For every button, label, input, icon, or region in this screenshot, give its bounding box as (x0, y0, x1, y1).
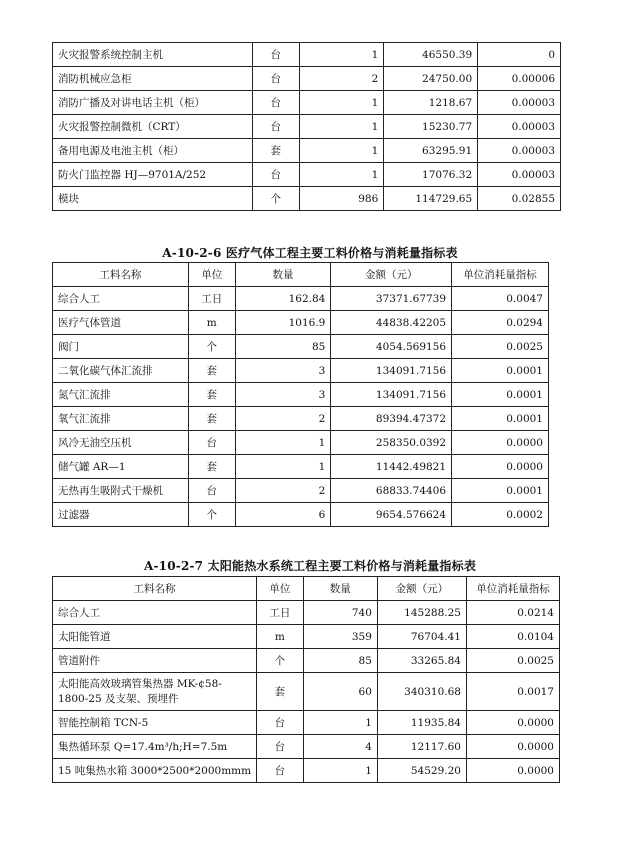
table-row (53, 359, 549, 383)
cell-item-name: 太阳能高效玻璃管集热器 MK-¢58-1800-25 及支架、预埋件 (53, 673, 257, 711)
cell-quantity: 85 (303, 649, 377, 673)
table-row (53, 431, 549, 455)
cell-amount: 63295.91 (384, 139, 478, 163)
header-item-name: 工料名称 (53, 263, 189, 287)
header-unit: 单位 (188, 263, 235, 287)
cell-amount: 17076.32 (384, 163, 478, 187)
cell-quantity: 1 (299, 139, 384, 163)
cell-item-name: 消防机械应急柜 (53, 67, 253, 91)
solar-water-table-body (53, 601, 560, 783)
cell-item-name: 火灾报警系统控制主机 (53, 43, 253, 67)
table-row (53, 649, 560, 673)
table-row (53, 311, 549, 335)
table-row (53, 287, 549, 311)
cell-item-name: 备用电源及电池主机（柜） (53, 139, 253, 163)
header-consumption-index: 单位消耗量指标 (466, 577, 559, 601)
cell-item-name: 氧气汇流排 (53, 407, 189, 431)
cell-item-name: 综合人工 (53, 601, 257, 625)
cell-amount: 114729.65 (384, 187, 478, 211)
table-row (53, 67, 561, 91)
table-row (53, 91, 561, 115)
cell-unit: 台 (257, 711, 304, 735)
cell-item-name: 火灾报警控制微机（CRT） (53, 115, 253, 139)
cell-quantity: 1 (235, 431, 331, 455)
table-row (53, 479, 549, 503)
cell-quantity: 1 (299, 43, 384, 67)
cell-consumption-index: 0.0000 (452, 455, 549, 479)
header-amount: 金额（元） (331, 263, 452, 287)
cell-consumption-index: 0.02855 (478, 187, 561, 211)
cell-amount: 9654.576624 (331, 503, 452, 527)
cell-consumption-index: 0.0001 (452, 407, 549, 431)
cell-quantity: 162.84 (235, 287, 331, 311)
header-amount: 金额（元） (377, 577, 466, 601)
cell-amount: 37371.67739 (331, 287, 452, 311)
cell-consumption-index: 0.00006 (478, 67, 561, 91)
cell-amount: 24750.00 (384, 67, 478, 91)
cell-unit: 套 (188, 359, 235, 383)
table-row (53, 163, 561, 187)
cell-unit: 套 (188, 407, 235, 431)
cell-unit: m (257, 625, 304, 649)
cell-consumption-index: 0.0002 (452, 503, 549, 527)
fire-alarm-table (52, 42, 561, 211)
header-item-name: 工料名称 (53, 577, 257, 601)
table-row (53, 187, 561, 211)
table-row (53, 43, 561, 67)
fire-alarm-table-body (53, 43, 561, 211)
cell-unit: 台 (252, 163, 299, 187)
cell-amount: 68833.74406 (331, 479, 452, 503)
table-row (53, 625, 560, 649)
cell-quantity: 60 (303, 673, 377, 711)
cell-unit: 台 (188, 431, 235, 455)
cell-quantity: 6 (235, 503, 331, 527)
cell-quantity: 1 (299, 91, 384, 115)
header-consumption-index: 单位消耗量指标 (452, 263, 549, 287)
cell-amount: 11442.49821 (331, 455, 452, 479)
solar-water-table-title: A-10-2-7 太阳能热水系统工程主要工料价格与消耗量指标表 (143, 559, 477, 573)
cell-unit: 套 (257, 673, 304, 711)
cell-quantity: 1 (299, 163, 384, 187)
table-row (53, 673, 560, 711)
cell-consumption-index: 0.0000 (466, 735, 559, 759)
cell-unit: 套 (188, 455, 235, 479)
cell-consumption-index: 0.00003 (478, 91, 561, 115)
cell-item-name: 二氧化碳气体汇流排 (53, 359, 189, 383)
cell-amount: 54529.20 (377, 759, 466, 783)
solar-water-table (52, 576, 560, 783)
cell-amount: 89394.47372 (331, 407, 452, 431)
cell-consumption-index: 0.00003 (478, 139, 561, 163)
table-row (53, 711, 560, 735)
cell-unit: 工日 (188, 287, 235, 311)
cell-item-name: 医疗气体管道 (53, 311, 189, 335)
cell-consumption-index: 0.0047 (452, 287, 549, 311)
cell-quantity: 359 (303, 625, 377, 649)
cell-amount: 340310.68 (377, 673, 466, 711)
cell-consumption-index: 0.0025 (466, 649, 559, 673)
cell-amount: 134091.7156 (331, 359, 452, 383)
cell-consumption-index: 0.0025 (452, 335, 549, 359)
cell-unit: 个 (252, 187, 299, 211)
cell-unit: 套 (252, 139, 299, 163)
table-row (53, 601, 560, 625)
cell-quantity: 85 (235, 335, 331, 359)
cell-unit: 套 (188, 383, 235, 407)
medical-gas-table-body (53, 287, 549, 527)
cell-consumption-index: 0.0294 (452, 311, 549, 335)
cell-quantity: 1 (299, 115, 384, 139)
cell-amount: 15230.77 (384, 115, 478, 139)
cell-amount: 46550.39 (384, 43, 478, 67)
table-row (53, 735, 560, 759)
cell-amount: 11935.84 (377, 711, 466, 735)
cell-consumption-index: 0.0000 (466, 711, 559, 735)
cell-item-name: 风冷无油空压机 (53, 431, 189, 455)
cell-consumption-index: 0.0104 (466, 625, 559, 649)
cell-unit: 个 (257, 649, 304, 673)
table-row (53, 407, 549, 431)
cell-amount: 134091.7156 (331, 383, 452, 407)
cell-item-name: 过滤器 (53, 503, 189, 527)
header-quantity: 数量 (235, 263, 331, 287)
table-row (53, 115, 561, 139)
cell-amount: 12117.60 (377, 735, 466, 759)
table-header-row (53, 263, 549, 287)
cell-consumption-index: 0.0001 (452, 383, 549, 407)
cell-quantity: 2 (235, 479, 331, 503)
cell-quantity: 3 (235, 383, 331, 407)
cell-consumption-index: 0.0001 (452, 479, 549, 503)
cell-item-name: 无热再生吸附式干燥机 (53, 479, 189, 503)
cell-amount: 76704.41 (377, 625, 466, 649)
cell-unit: 个 (188, 503, 235, 527)
cell-consumption-index: 0.00003 (478, 115, 561, 139)
table-row (53, 455, 549, 479)
cell-unit: 台 (252, 43, 299, 67)
cell-unit: 台 (252, 91, 299, 115)
cell-item-name: 消防广播及对讲电话主机（柜） (53, 91, 253, 115)
cell-item-name: 15 吨集热水箱 3000*2500*2000mmm (53, 759, 257, 783)
cell-quantity: 1 (303, 711, 377, 735)
cell-item-name: 阀门 (53, 335, 189, 359)
cell-amount: 4054.569156 (331, 335, 452, 359)
cell-unit: 台 (188, 479, 235, 503)
cell-amount: 145288.25 (377, 601, 466, 625)
cell-consumption-index: 0.0000 (466, 759, 559, 783)
cell-consumption-index: 0.00003 (478, 163, 561, 187)
cell-amount: 44838.42205 (331, 311, 452, 335)
header-quantity: 数量 (303, 577, 377, 601)
cell-amount: 258350.0392 (331, 431, 452, 455)
cell-item-name: 智能控制箱 TCN-5 (53, 711, 257, 735)
cell-unit: 台 (252, 67, 299, 91)
cell-quantity: 1 (303, 759, 377, 783)
cell-consumption-index: 0 (478, 43, 561, 67)
cell-unit: 个 (188, 335, 235, 359)
cell-item-name: 太阳能管道 (53, 625, 257, 649)
cell-unit: 台 (252, 115, 299, 139)
cell-consumption-index: 0.0214 (466, 601, 559, 625)
cell-quantity: 740 (303, 601, 377, 625)
cell-item-name: 储气罐 AR—1 (53, 455, 189, 479)
cell-item-name: 模块 (53, 187, 253, 211)
cell-quantity: 1016.9 (235, 311, 331, 335)
table-row (53, 139, 561, 163)
table-header-row (53, 577, 560, 601)
cell-quantity: 4 (303, 735, 377, 759)
cell-unit: m (188, 311, 235, 335)
cell-quantity: 986 (299, 187, 384, 211)
cell-item-name: 防火门监控器 HJ—9701A/252 (53, 163, 253, 187)
cell-consumption-index: 0.0017 (466, 673, 559, 711)
cell-item-name: 管道附件 (53, 649, 257, 673)
cell-quantity: 2 (235, 407, 331, 431)
header-unit: 单位 (257, 577, 304, 601)
cell-unit: 工日 (257, 601, 304, 625)
cell-item-name: 综合人工 (53, 287, 189, 311)
medical-gas-table-title: A-10-2-6 医疗气体工程主要工料价格与消耗量指标表 (162, 246, 458, 260)
medical-gas-table (52, 262, 549, 527)
cell-unit: 台 (257, 759, 304, 783)
table-row (53, 383, 549, 407)
cell-amount: 33265.84 (377, 649, 466, 673)
cell-item-name: 集热循环泵 Q=17.4m³/h;H=7.5m (53, 735, 257, 759)
table-row (53, 335, 549, 359)
cell-quantity: 1 (235, 455, 331, 479)
table-row (53, 759, 560, 783)
cell-item-name: 氮气汇流排 (53, 383, 189, 407)
cell-amount: 1218.67 (384, 91, 478, 115)
cell-quantity: 3 (235, 359, 331, 383)
cell-consumption-index: 0.0000 (452, 431, 549, 455)
table-row (53, 503, 549, 527)
cell-consumption-index: 0.0001 (452, 359, 549, 383)
cell-unit: 台 (257, 735, 304, 759)
cell-quantity: 2 (299, 67, 384, 91)
